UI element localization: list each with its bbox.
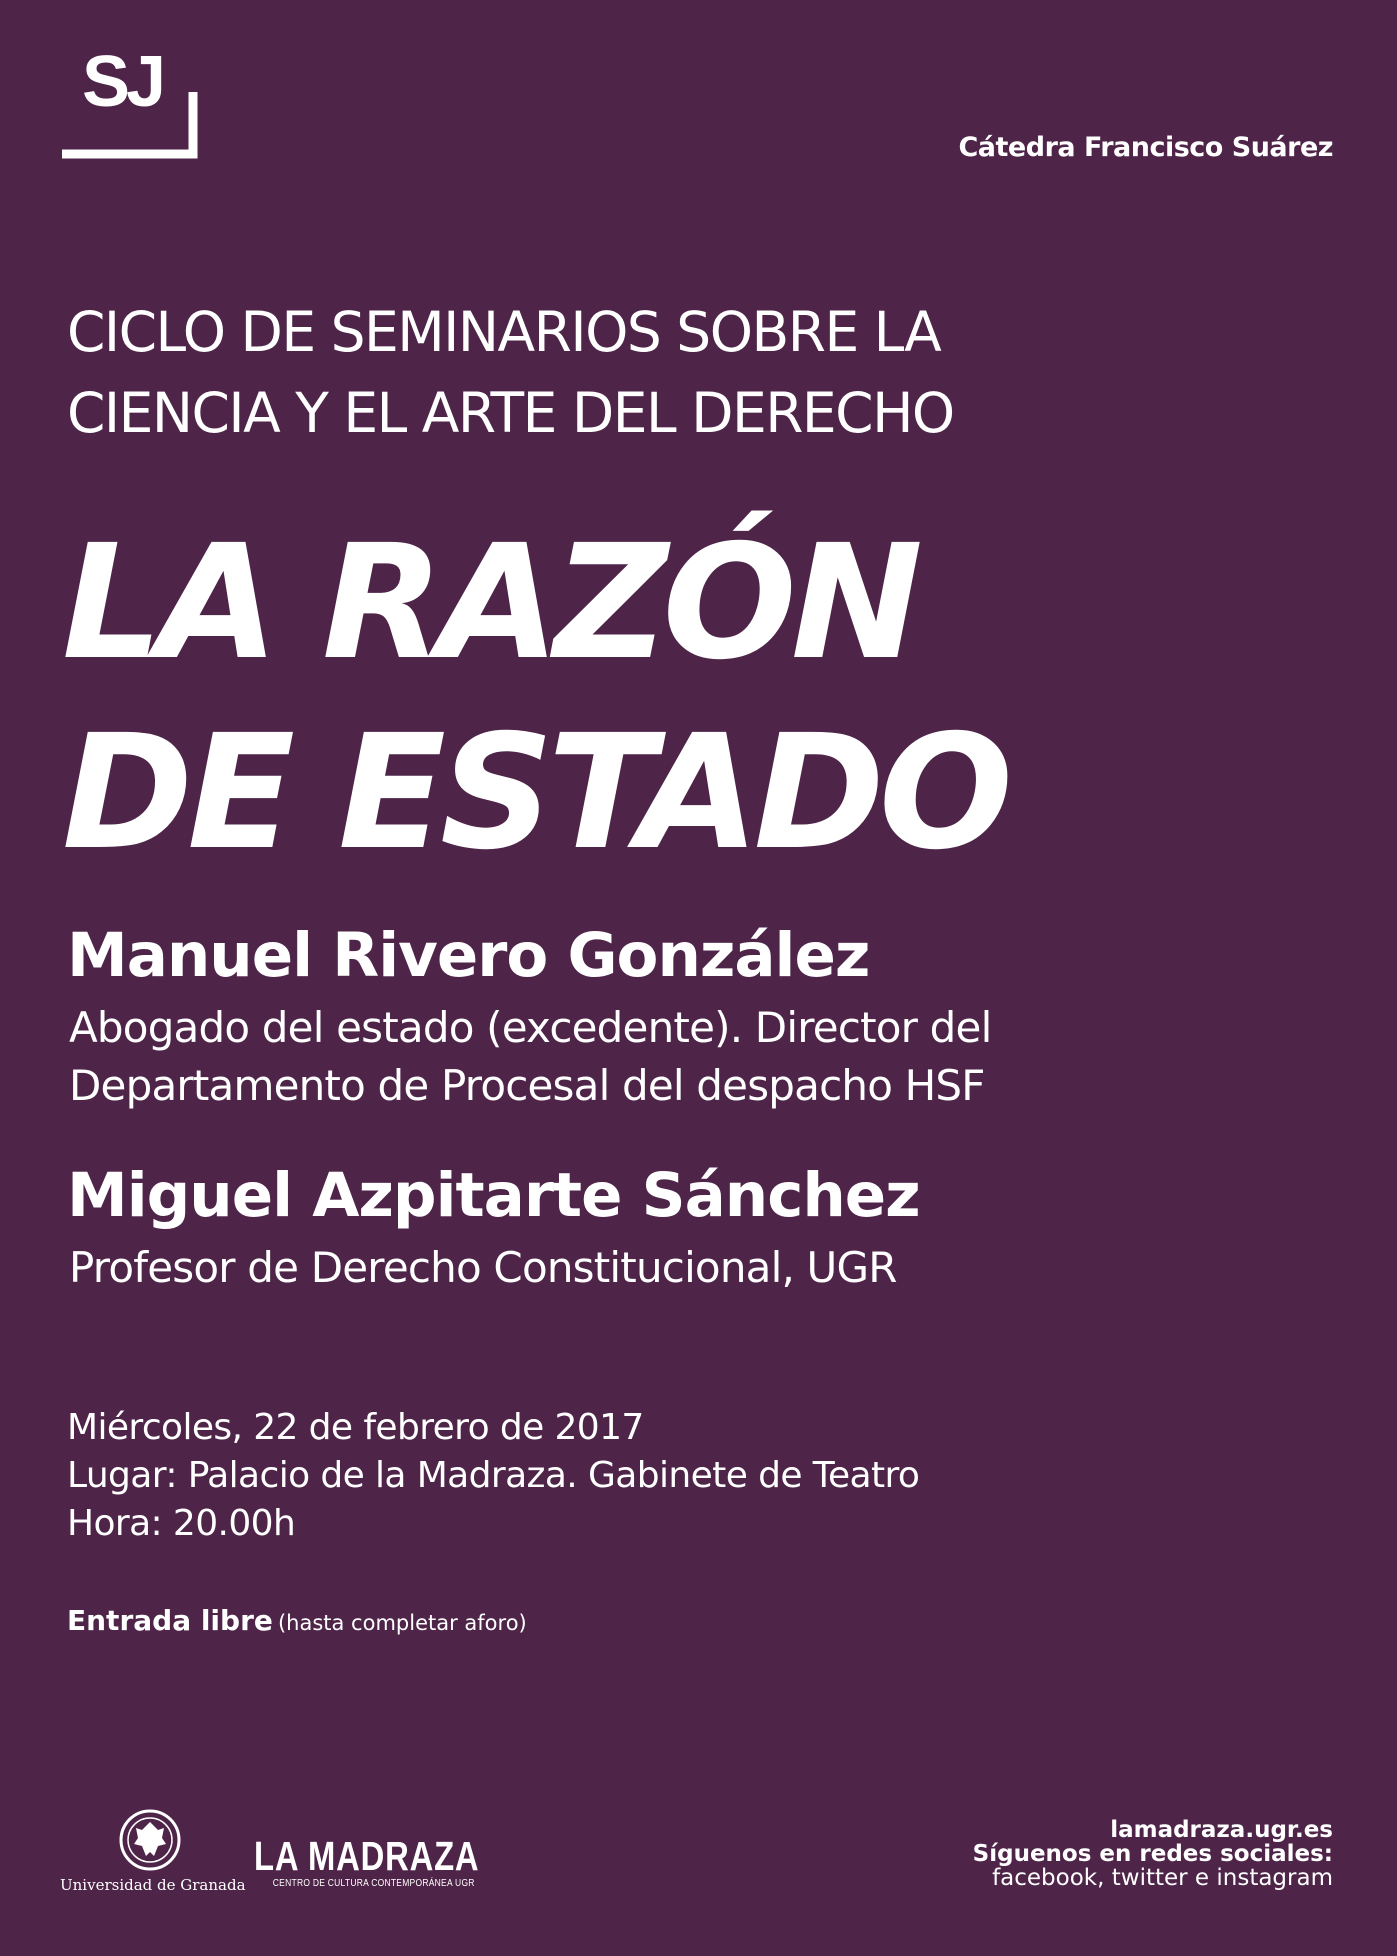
event-date: Miércoles, 22 de febrero de 2017 [67, 1407, 644, 1448]
sj-logo [60, 44, 200, 164]
speaker-1-role-line-1: Abogado del estado (excedente). Director del [69, 1003, 992, 1052]
title-line-1: LA RAZÓN [62, 511, 918, 695]
entry-info [67, 1604, 527, 1637]
social-info [973, 1818, 1333, 1890]
event-info [67, 1404, 919, 1548]
follow-label: Síguenos en redes sociales: [972, 1841, 1333, 1867]
speaker-2-name: Miguel Azpitarte Sánchez [67, 1160, 920, 1231]
ugr-logo [60, 1808, 246, 1894]
social-networks: facebook, twitter e instagram [992, 1865, 1333, 1891]
entry-label: Entrada libre [67, 1604, 273, 1637]
event-place: Lugar: Palacio de la Madraza. Gabinete de Teatro [67, 1455, 920, 1496]
title-line-2: DE ESTADO [62, 701, 1008, 885]
website-link[interactable]: lamadraza.ugr.es [1110, 1817, 1333, 1843]
ugr-seal-icon [118, 1808, 182, 1872]
madraza-subtitle: CENTRO DE CULTURA CONTEMPORÁNEA UGR [272, 1878, 475, 1889]
event-time: Hora: 20.00h [67, 1503, 296, 1544]
speaker-1-role [69, 999, 1169, 1115]
sj-logo-mark [60, 44, 200, 164]
cycle-line-2: CIENCIA Y EL ARTE DEL DERECHO [67, 381, 954, 445]
sj-logo-text: SJ [82, 44, 163, 122]
seminar-title [62, 508, 1007, 888]
cycle-line-1: CICLO DE SEMINARIOS SOBRE LA [67, 300, 941, 364]
entry-note: (hasta completar aforo) [277, 1611, 527, 1635]
speaker-1-name: Manuel Rivero González [67, 920, 870, 991]
speaker-2-role: Profesor de Derecho Constitucional, UGR [69, 1243, 897, 1292]
madraza-logo [254, 1834, 536, 1889]
madraza-name: LA MADRAZA [254, 1833, 480, 1879]
cycle-heading [67, 292, 954, 454]
speaker-1-role-line-2: Departamento de Procesal del despacho HSF [69, 1061, 985, 1110]
ugr-name: Universidad de Granada [60, 1876, 246, 1894]
catedra-label: Cátedra Francisco Suárez [958, 132, 1333, 163]
